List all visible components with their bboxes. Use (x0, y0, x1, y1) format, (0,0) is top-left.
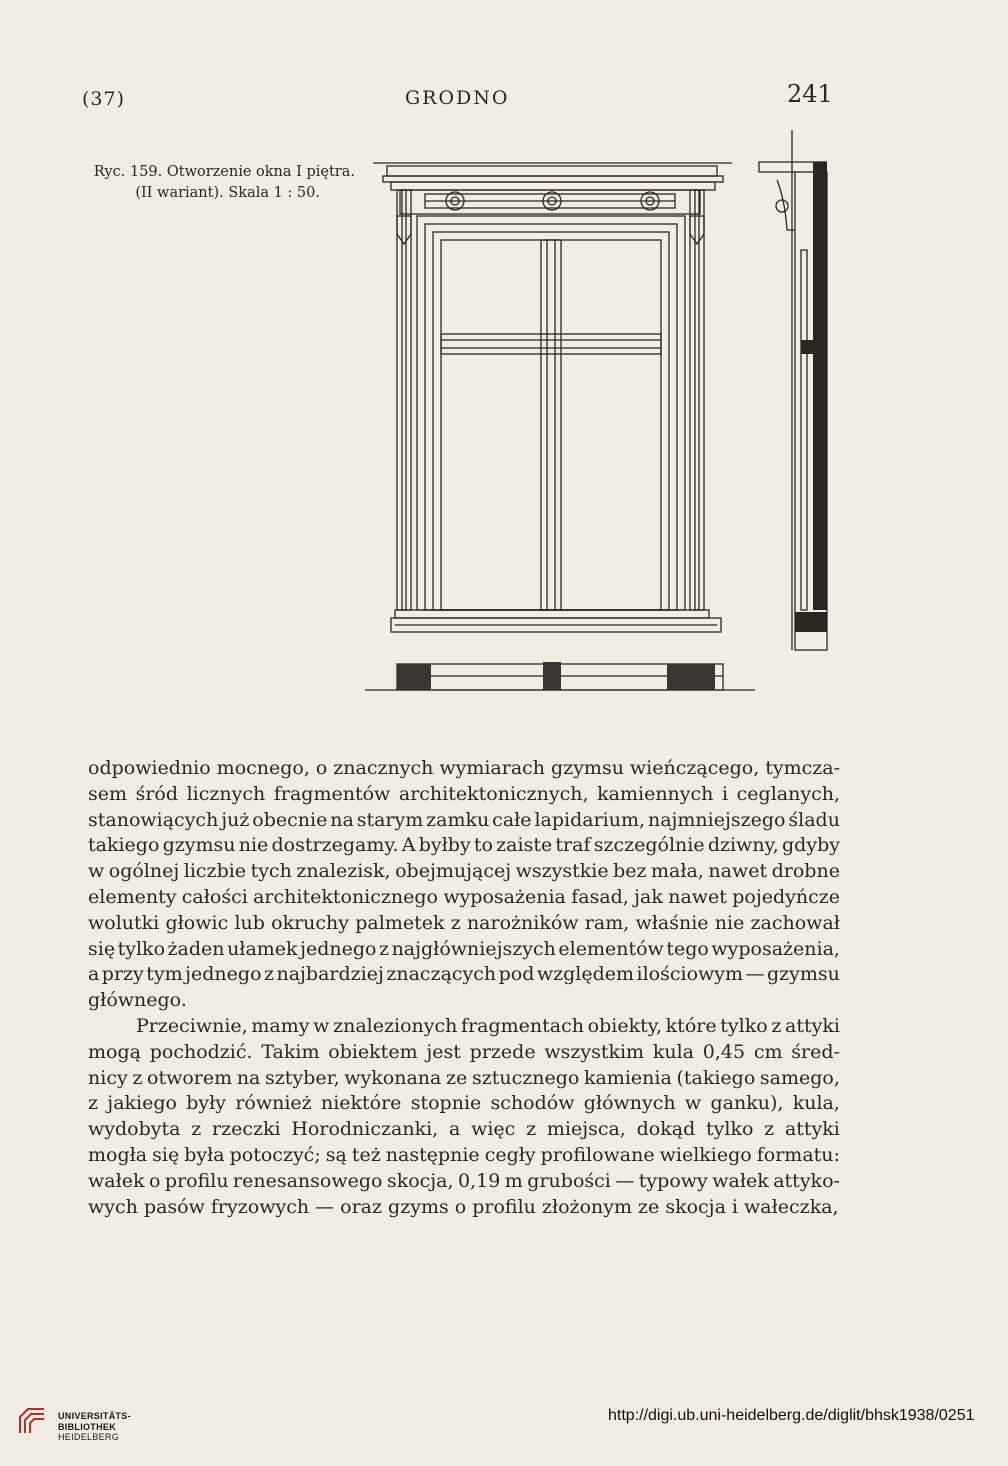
body-line: Przeciwnie, mamy w znalezionych fragmentach obiekty, które tylko z attyki (136, 1014, 840, 1037)
body-line: mogła się była potoczyć; są też następnie cegły profilowane wielkiego formatu: (88, 1143, 840, 1166)
body-text (88, 756, 840, 1220)
body-line: mogą pochodzić. Takim obiektem jest przede wszystkim kula 0,45 cm śred- (88, 1040, 840, 1063)
body-line: wałek o profilu renesansowego skocja, 0,19 m grubości — typowy wałek attyko- (88, 1169, 840, 1192)
body-line: stanowiących już obecnie na starym zamku całe lapidarium, najmniejszego śladu (88, 808, 840, 831)
body-line: się tylko żaden ułamek jednego z najgłówniejszych elementów tego wyposażenia, (88, 937, 840, 960)
page-number: 241 (787, 80, 833, 108)
figure-caption-line-1: Ryc. 159. Otworzenie okna I piętra. (93, 164, 355, 180)
body-line: z jakiego były również niektóre stopnie schodów głównych w ganku), kula, (88, 1092, 840, 1115)
body-line: takiego gzymsu nie dostrzegamy. A byłby to zaiste traf szczególnie dziwny, gdyby (88, 834, 840, 857)
logo-text (58, 1411, 131, 1443)
university-library-logo (14, 1403, 50, 1439)
body-line: nicy z otworem na sztyber, wykonana ze sztucznego kamienia (takiego samego, (88, 1066, 840, 1089)
source-url[interactable]: http://digi.ub.uni-heidelberg.de/diglit/bhsk1938/0251 (608, 1407, 975, 1424)
body-line: odpowiednio mocnego, o znacznych wymiarach gzymsu wieńczącego, tymcza- (88, 757, 840, 779)
figure-caption-line-2: (II wariant). Skala 1 : 50. (135, 185, 320, 201)
running-title: GRODNO (405, 87, 510, 109)
body-line: wych pasów fryzowych — oraz gzyms o profilu złożonym ze skocja i wałeczka, (88, 1195, 839, 1218)
side-profile-hatching (795, 162, 827, 632)
body-line: w ogólnej liczbie tych znalezisk, obejmującej wszystkie bez mała, nawet drobne (88, 860, 840, 883)
logo-line-1: UNIVERSITÄTS- (58, 1411, 131, 1421)
page-signature: (37) (82, 88, 126, 110)
body-line: wolutki głowic lub okruchy palmetek z narożników ram, właśnie nie zachował (88, 911, 840, 934)
logo-line-2: BIBLIOTHEK (58, 1421, 116, 1432)
body-line: sem śród licznych fragmentów architektonicznych, kamiennych i ceglanych, (88, 782, 840, 805)
body-line: a przy tym jednego z najbardziej znaczących pod względem ilościowym — gzymsu (88, 963, 840, 986)
window-drawing (355, 130, 835, 710)
body-line: głównego. (88, 989, 187, 1012)
body-line: elementy całości architektonicznego wyposażenia fasad, jak nawet pojedyńcze (88, 885, 840, 908)
window-elevation (365, 163, 755, 690)
body-line: wydobyta z rzeczki Horodniczanki, a więc z miejsca, dokąd tylko z attyki (88, 1118, 840, 1141)
logo-line-3: HEIDELBERG (58, 1432, 120, 1442)
